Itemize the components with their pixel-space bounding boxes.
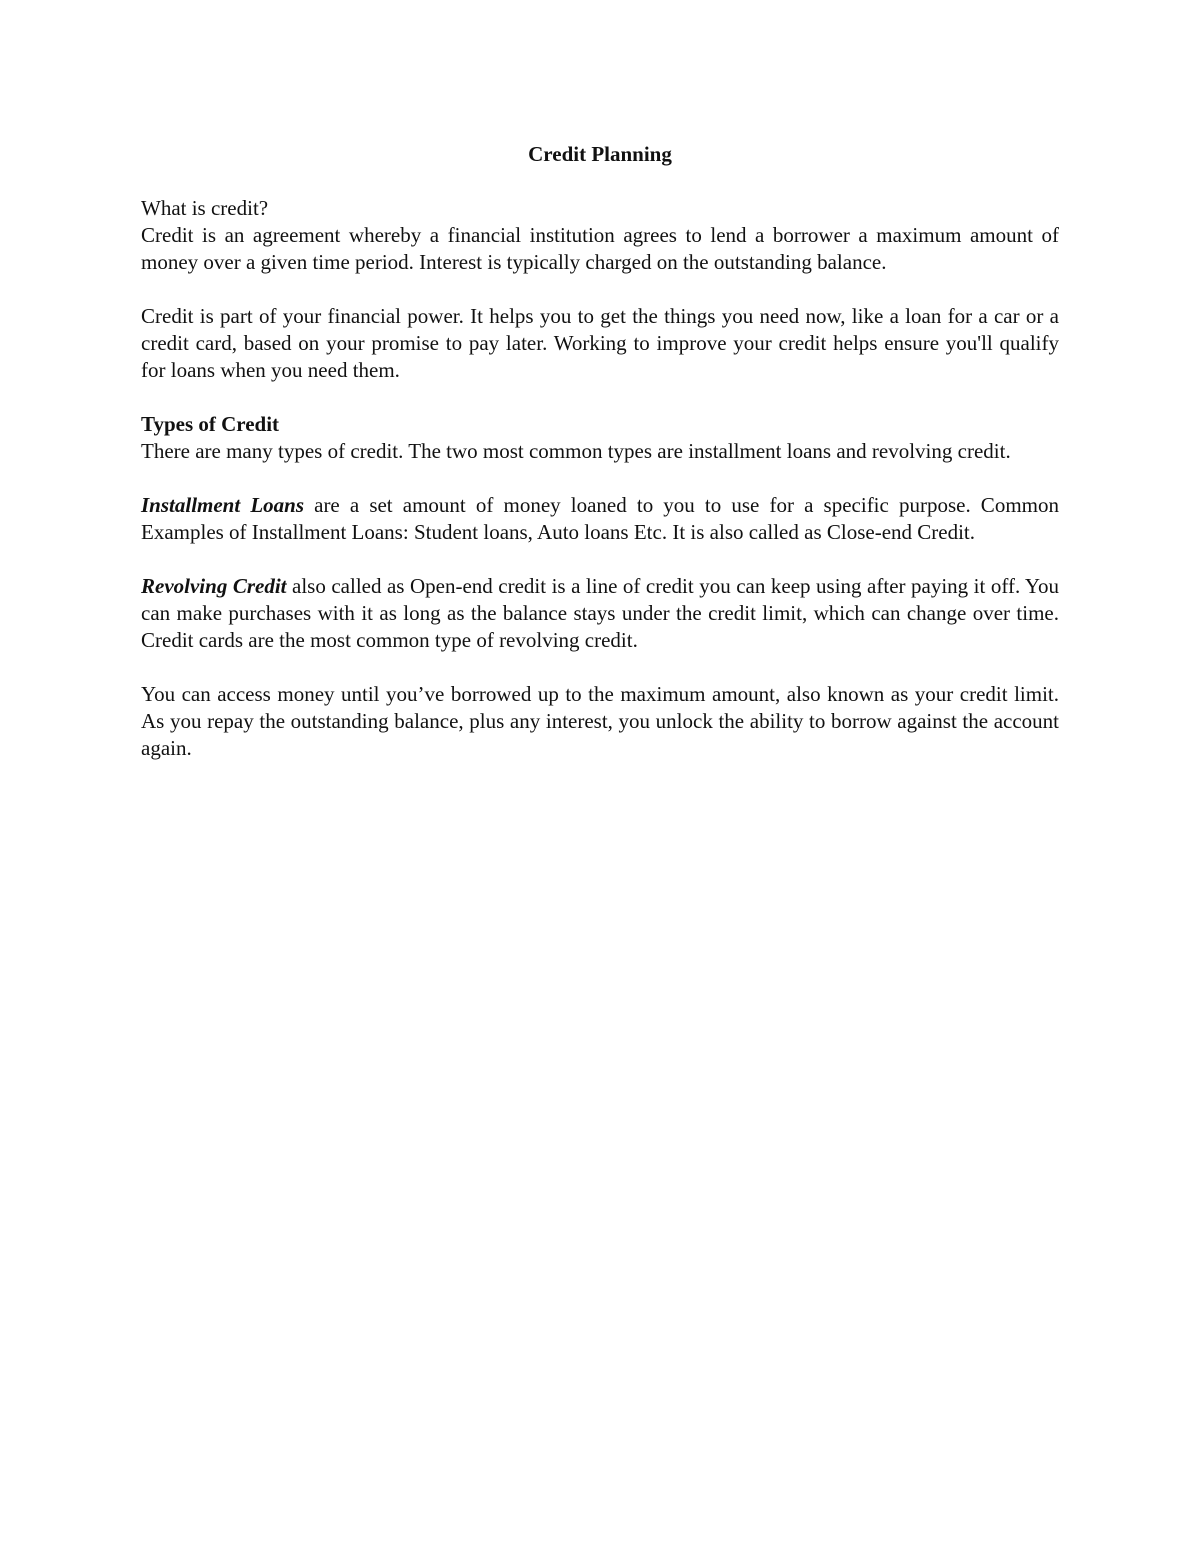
revolving-credit-paragraph <box>141 573 1059 654</box>
intro-section <box>141 195 1059 276</box>
types-of-credit-text: There are many types of credit. The two most common types are installment loans and revolving credit. <box>141 439 1011 463</box>
intro-definition: Credit is an agreement whereby a financial institution agrees to lend a borrower a maximum amount of money over a given time period. Interest is typically charged on the outstanding balance. <box>141 223 1059 274</box>
document-body <box>141 141 1059 789</box>
document-title: Credit Planning <box>528 142 672 166</box>
installment-loans-text: are a set amount of money loaned to you to use for a specific purpose. Common Examples of Installment Loans: Student loans, Auto loans Etc. It is also called as Close-end Credit. <box>141 493 1059 544</box>
revolving-credit-text: also called as Open-end credit is a line of credit you can keep using after paying it off. You can make purchases with it as long as the balance stays under the credit limit, which can change over time. Credit cards are the most common type of revolving credit. <box>141 574 1059 652</box>
intro-question: What is credit? <box>141 196 269 220</box>
installment-loans-paragraph <box>141 492 1059 546</box>
financial-power-paragraph: Credit is part of your financial power. It helps you to get the things you need now, like a loan for a car or a credit card, based on your promise to pay later. Working to improve your credit helps ensure you'll qualify for loans when you need them. <box>141 304 1059 382</box>
types-of-credit-section <box>141 411 1059 465</box>
credit-limit-paragraph: You can access money until you’ve borrowed up to the maximum amount, also known as your credit limit. As you repay the outstanding balance, plus any interest, you unlock the ability to borrow against the account again. <box>141 682 1059 760</box>
revolving-credit-term: Revolving Credit <box>141 574 287 598</box>
types-of-credit-heading: Types of Credit <box>141 412 280 436</box>
installment-loans-term: Installment Loans <box>141 493 304 517</box>
